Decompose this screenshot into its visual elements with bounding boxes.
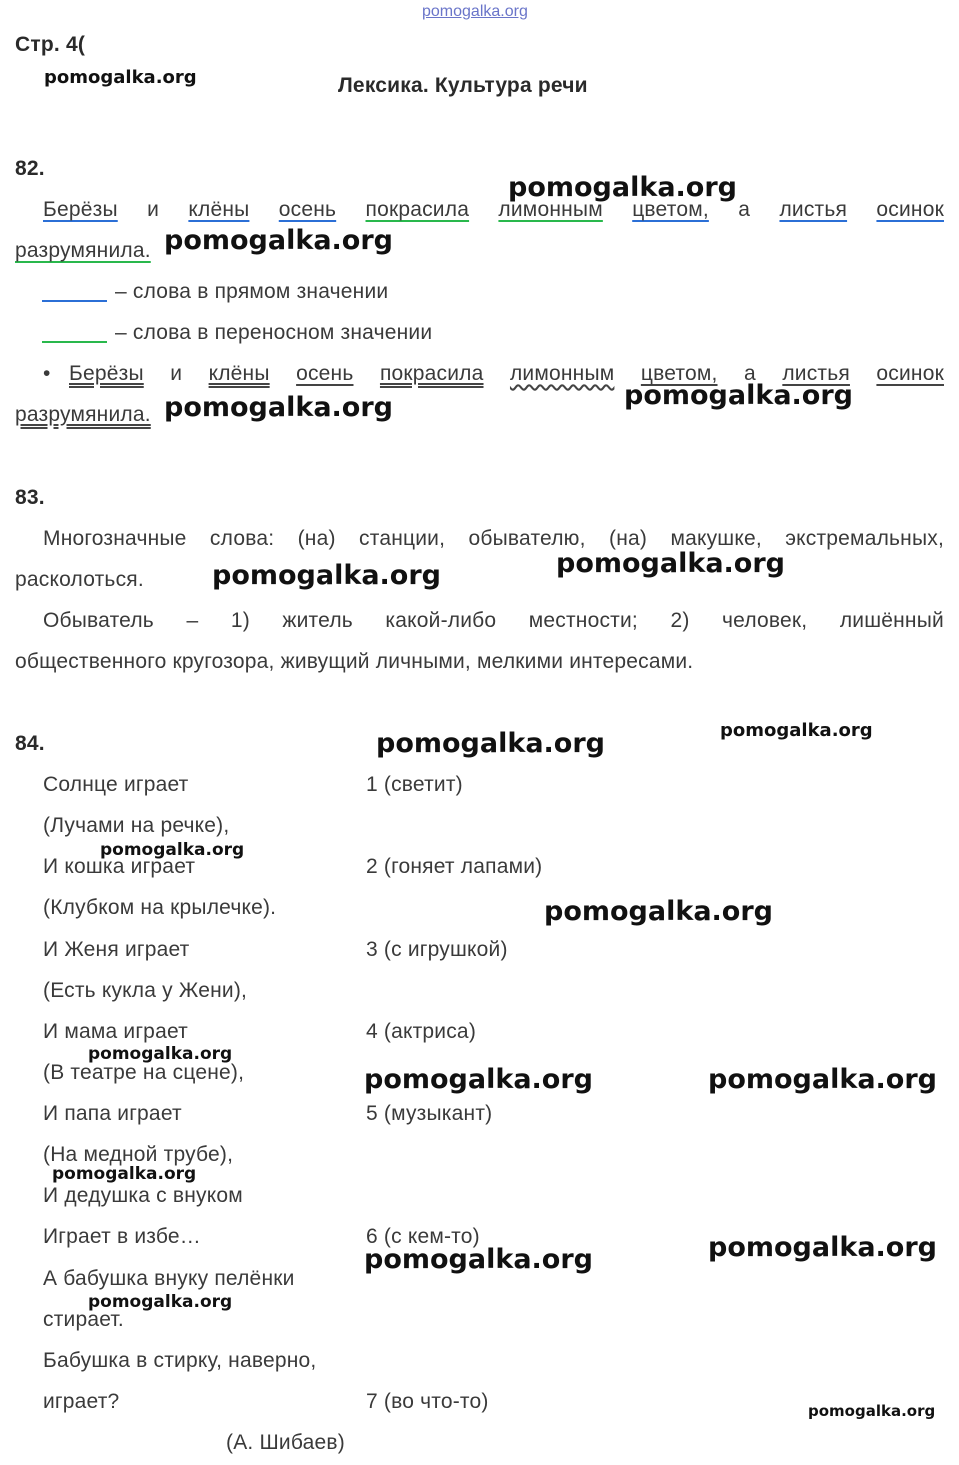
watermark: pomogalka.org (44, 67, 197, 88)
poem-author: (А. Шибаев) (226, 1431, 345, 1454)
poem-line: Бабушка в стирку, наверно, (43, 1349, 317, 1372)
def-word: человек, (722, 609, 808, 632)
def-word: – (186, 609, 199, 632)
watermark: pomogalka.org (708, 1064, 937, 1095)
poem-line: (В театре на сцене), (43, 1061, 245, 1084)
watermark: pomogalka.org (164, 225, 393, 256)
watermark: pomogalka.org (808, 1402, 936, 1420)
watermark: pomogalka.org (364, 1244, 593, 1275)
watermark: pomogalka.org (100, 840, 245, 860)
word-osen: осень (278, 198, 337, 221)
parsed-pokrasila: покрасила (379, 362, 484, 385)
poem-line: И папа играет (43, 1102, 182, 1125)
ex83-line2: расколоться. (15, 568, 144, 591)
legend-direct-text: – слова в прямом значении (115, 280, 389, 303)
legend-figurative-text: – слова в переносном значении (115, 321, 433, 344)
meaning-item: 5 (музыкант) (366, 1102, 493, 1125)
word-a: а (738, 198, 751, 221)
word-pokrasila: покрасила (365, 198, 470, 221)
watermark: pomogalka.org (556, 548, 785, 579)
def-word: какой-либо (385, 609, 497, 632)
ex83-line1: Многозначные слова: (на) станции, обывателю, (на) макушке, экстремальных, (43, 527, 944, 550)
word-berezy: Берёзы (43, 198, 118, 221)
page-title: Лексика. Культура речи (338, 74, 588, 97)
def-word: житель (282, 609, 353, 632)
def-word: Обыватель (43, 609, 154, 632)
watermark: pomogalka.org (88, 1044, 233, 1064)
legend-blue-line (42, 300, 107, 302)
parsed-tsvetom: цветом, (640, 362, 718, 385)
parsed-osen: осень (296, 362, 354, 385)
meaning-item: 4 (актриса) (366, 1020, 477, 1043)
def-word: местности; (528, 609, 638, 632)
poem-line: И мама играет (43, 1020, 188, 1043)
word-osinok: осинок (876, 198, 944, 221)
poem-line: играет? (43, 1390, 120, 1413)
parsed-klyony: клёны (208, 362, 270, 385)
poem-line: Солнце играет (43, 773, 189, 796)
parsed-razrumyanila: разрумянила. (15, 403, 151, 426)
poem-line: И кошка играет (43, 855, 196, 878)
meaning-item: 6 (с кем-то) (366, 1225, 480, 1248)
parsed-osinok: осинок (876, 362, 944, 385)
meaning-item: 2 (гоняет лапами) (366, 855, 543, 878)
legend-green-line (42, 341, 107, 343)
poem-line: Играет в избе… (43, 1225, 201, 1248)
word-limonnym: лимонным (498, 198, 603, 221)
parsed-a: а (743, 362, 756, 385)
watermark: pomogalka.org (708, 1232, 937, 1263)
page-label: Стр. 4( (15, 33, 86, 56)
parsed-berezy: Берёзы (69, 362, 144, 385)
watermark: pomogalka.org (508, 172, 737, 203)
watermark: pomogalka.org (720, 720, 873, 741)
word-listya: листья (779, 198, 848, 221)
top-watermark: pomogalka.org (422, 3, 528, 20)
poem-line: (На медной трубе), (43, 1143, 234, 1166)
watermark: pomogalka.org (364, 1064, 593, 1095)
poem-line: А бабушка внуку пелёнки (43, 1267, 295, 1290)
watermark: pomogalka.org (624, 380, 853, 411)
watermark: pomogalka.org (376, 728, 605, 759)
ex82-sentence-line1 (43, 198, 944, 222)
watermark: pomogalka.org (164, 392, 393, 423)
meaning-item: 1 (светит) (366, 773, 463, 796)
watermark: pomogalka.org (212, 560, 441, 591)
exercise-number-82: 82. (15, 157, 45, 180)
bullet: • (43, 362, 51, 385)
meaning-item: 3 (с игрушкой) (366, 938, 508, 961)
poem-line: (Лучами на речке), (43, 814, 230, 837)
meaning-item: 7 (во что-то) (366, 1390, 489, 1413)
parsed-limonnym: лимонным (509, 362, 615, 385)
word-i: и (147, 198, 160, 221)
poem-line: (Клубком на крылечке). (43, 896, 277, 919)
watermark: pomogalka.org (544, 896, 773, 927)
poem-line: И дедушка с внуком (43, 1184, 243, 1207)
parsed-i: и (170, 362, 183, 385)
poem-line: стирает. (43, 1308, 124, 1331)
poem-line: И Женя играет (43, 938, 190, 961)
exercise-number-84: 84. (15, 732, 45, 755)
word-razrumyanila: разрумянила. (15, 239, 151, 262)
word-klyony: клёны (188, 198, 250, 221)
def-word: 2) (670, 609, 690, 632)
def-word: лишённый (839, 609, 944, 632)
exercise-number-83: 83. (15, 486, 45, 509)
watermark: pomogalka.org (52, 1164, 197, 1184)
parsed-listya: листья (782, 362, 850, 385)
ex83-definition-line1 (43, 609, 944, 633)
ex83-definition-line2: общественного кругозора, живущий личными, мелкими интересами. (15, 650, 694, 673)
word-tsvetom: цветом, (632, 198, 709, 221)
watermark: pomogalka.org (88, 1292, 233, 1312)
poem-line: (Есть кукла у Жени), (43, 979, 248, 1002)
def-word: 1) (230, 609, 250, 632)
